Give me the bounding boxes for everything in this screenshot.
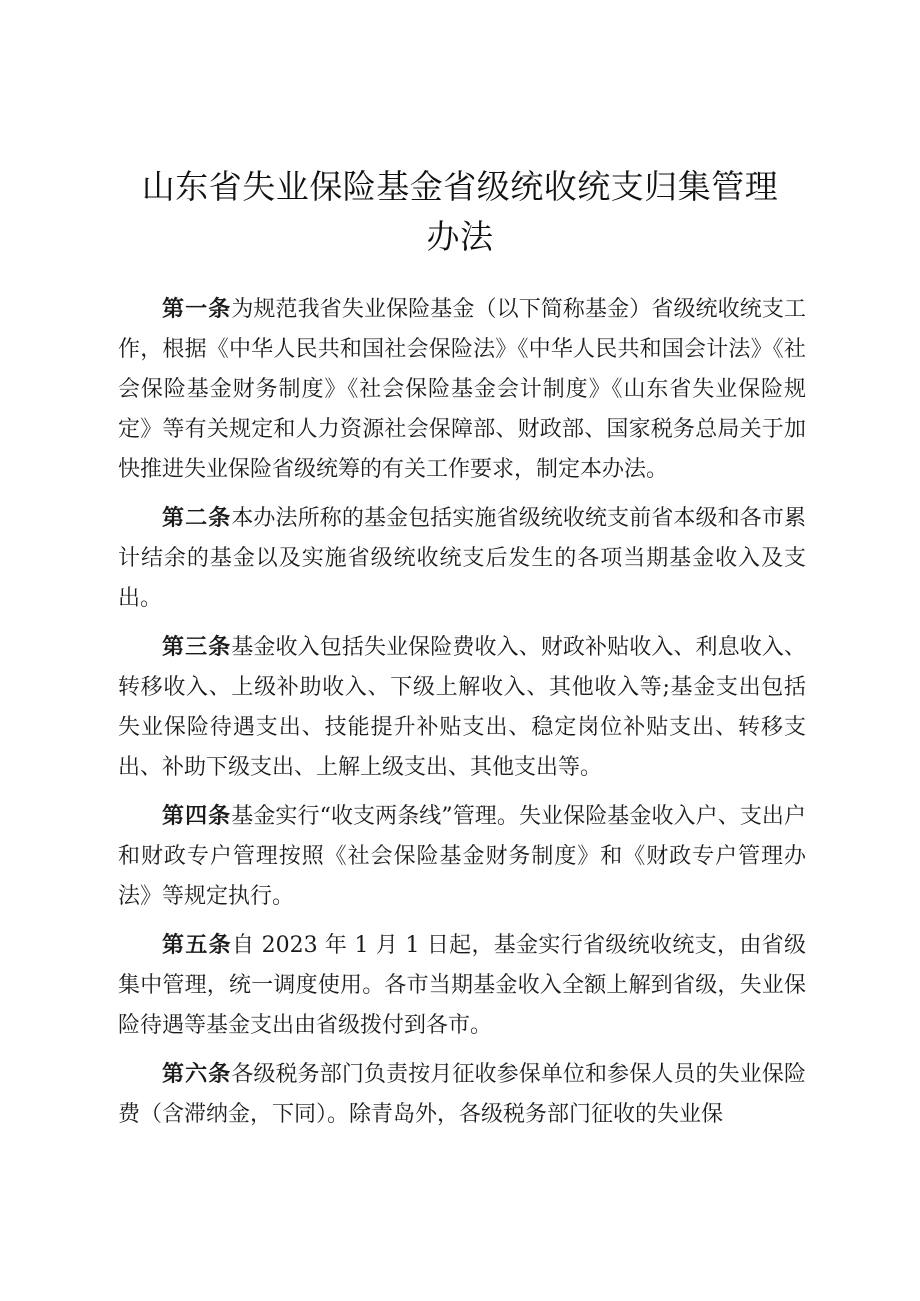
article-5 — [118, 926, 806, 1046]
article-1 — [118, 290, 806, 490]
article-label: 第四条 — [162, 804, 232, 829]
article-2 — [118, 499, 806, 619]
article-label: 第一条 — [162, 297, 232, 322]
document-title: 山东省失业保险基金省级统收统支归集管理办法 — [141, 167, 779, 256]
article-3 — [118, 628, 806, 788]
article-text: 各级税务部门负责按月征收参保单位和参保人员的失业保险费（含滞纳金，下同）。除青岛外，各级税务部门征收的失业保 — [118, 1062, 806, 1127]
article-text: 为规范我省失业保险基金（以下简称基金）省级统收统支工作，根据《中华人民共和国社会保险法》《中华人民共和国会计法》《社会保险基金财务制度》《社会保险基金会计制度》《山东省失业保险规定》等有关规定和人力资源社会保障部、财政部、国家税务总局关于加快推进失业保险省级统筹的有关工作要求，制定本办法。 — [118, 297, 806, 482]
article-label: 第二条 — [162, 506, 232, 531]
article-text: 基金收入包括失业保险费收入、财政补贴收入、利息收入、转移收入、上级补助收入、下级上解收入、其他收入等;基金支出包括失业保险待遇支出、技能提升补贴支出、稳定岗位补贴支出、转移支出、补助下级支出、上解上级支出、其他支出等。 — [118, 635, 806, 780]
document-body — [118, 290, 806, 1144]
article-label: 第三条 — [162, 635, 232, 660]
article-text: 本办法所称的基金包括实施省级统收统支前省本级和各市累计结余的基金以及实施省级统收统支后发生的各项当期基金收入及支出。 — [118, 506, 806, 611]
article-4 — [118, 797, 806, 917]
article-text: 基金实行“收支两条线”管理。失业保险基金收入户、支出户和财政专户管理按照《社会保险基金财务制度》和《财政专户管理办法》等规定执行。 — [118, 804, 806, 909]
article-label: 第六条 — [162, 1062, 232, 1087]
article-6 — [118, 1055, 806, 1135]
article-text: 自 2023 年 1 月 1 日起，基金实行省级统收统支，由省级集中管理，统一调度使用。各市当期基金收入全额上解到省级，失业保险待遇等基金支出由省级拨付到各市。 — [118, 933, 806, 1038]
article-label: 第五条 — [162, 933, 232, 958]
